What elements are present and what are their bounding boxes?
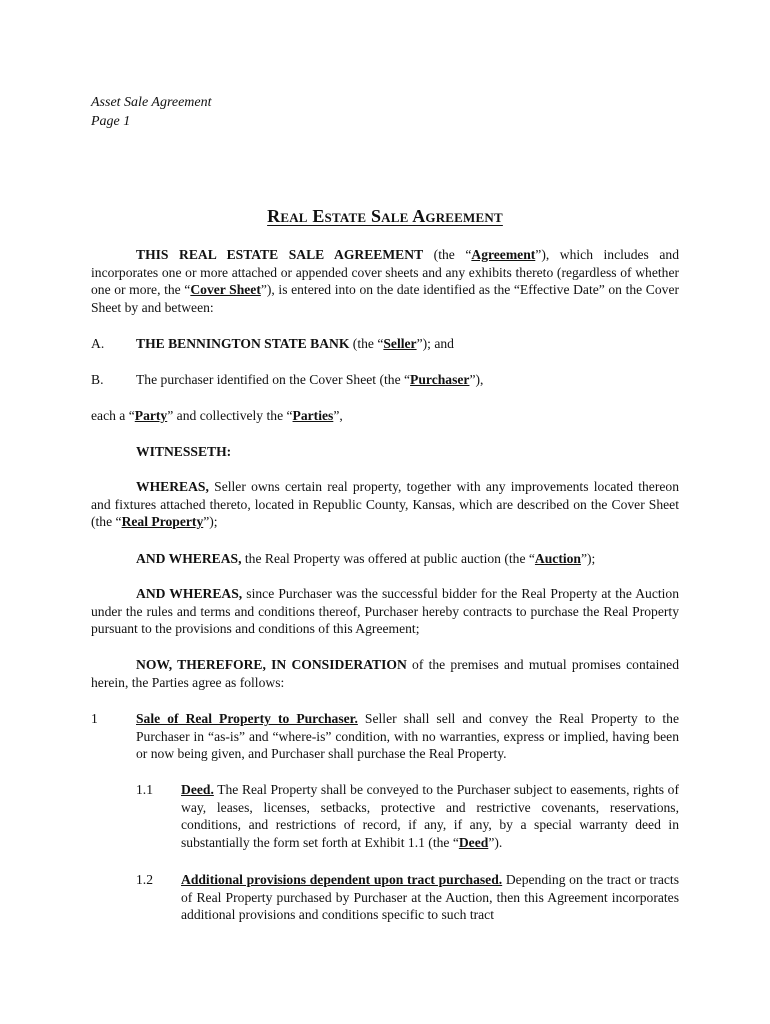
each-text: ” and collectively the “ xyxy=(167,408,293,423)
intro-text: ”), is entered into on the date identified as the “Effective Date” on the Cover Sheet by and between: xyxy=(91,282,679,315)
section-1-number: 1 xyxy=(91,711,98,726)
term-real-property: Real Property xyxy=(121,514,204,530)
document-title: Real Estate Sale Agreement xyxy=(267,206,503,226)
section-1-2-number: 1.2 xyxy=(136,872,153,887)
witnesseth-heading: WITNESSETH: xyxy=(136,444,232,459)
party-b-label: B. xyxy=(91,372,104,387)
each-text: each a “ xyxy=(91,408,135,423)
page-header xyxy=(91,93,212,131)
whereas-1-text: ”); xyxy=(203,514,218,530)
section-1-paragraph xyxy=(136,710,679,763)
each-party-paragraph xyxy=(91,407,679,425)
now-therefore-paragraph xyxy=(91,656,679,691)
intro-text: ”), which includes and incorporates one or more attached or appended cover sheets and any exhibits thereto (regardless of whether one or more, the “ xyxy=(91,247,679,298)
section-1-2-paragraph xyxy=(181,871,679,924)
whereas-2-paragraph xyxy=(91,550,679,568)
section-1-2-heading: Additional provisions dependent upon tract purchased. xyxy=(181,872,503,887)
term-cover-sheet: Cover Sheet xyxy=(190,282,261,298)
whereas-3-paragraph xyxy=(91,585,679,638)
party-b-paragraph xyxy=(136,371,679,389)
each-text: ”, xyxy=(333,408,343,423)
term-parties: Parties xyxy=(292,408,334,423)
term-agreement: Agreement xyxy=(471,247,536,262)
party-b-text: ”), xyxy=(469,372,484,387)
section-1-1-text: ”). xyxy=(488,834,503,850)
term-auction: Auction xyxy=(534,551,581,566)
header-doc-name: Asset Sale Agreement xyxy=(91,95,212,110)
whereas-3-lead: AND WHEREAS, xyxy=(136,586,243,601)
party-a-text: (the “ xyxy=(349,336,384,351)
section-1-heading: Sale of Real Property to Purchaser. xyxy=(136,711,358,726)
party-a-text: ”); and xyxy=(416,336,454,351)
intro-lead: THIS REAL ESTATE SALE AGREEMENT xyxy=(136,247,424,262)
whereas-1-text: Seller owns certain real property, together with any improvements located thereon and fixtures attached thereto, located in Republic County, Kansas, which are described on the Cover Sheet (the “ xyxy=(91,479,679,530)
party-a-paragraph xyxy=(136,335,679,353)
party-a-label: A. xyxy=(91,336,105,351)
section-1-2-text: Depending on the tract or tracts of Real Property purchased by Purchaser at the Auction, then this Agreement incorporates additional provisions and conditions specific to such tract xyxy=(181,872,679,923)
whereas-1-lead: WHEREAS, xyxy=(136,479,209,494)
section-1-1-text: The Real Property shall be conveyed to the Purchaser subject to easements, rights of way, leases, licenses, setbacks, protective and restrictive covenants, reservations, conditions, and restrictions of record, if any, if any, by a special warranty deed in substantially the form set forth at Exhibit 1.1 (the “ xyxy=(181,782,679,850)
party-b-text: The purchaser identified on the Cover Sheet (the “ xyxy=(136,372,411,387)
seller-name: THE BENNINGTON STATE BANK xyxy=(136,336,350,351)
whereas-3-text: since Purchaser was the successful bidder for the Real Property at the Auction under the rules and terms and conditions thereof, Purchaser hereby contracts to purchase the Real Property pursuant to the provisions and conditions of this Agreement; xyxy=(91,586,679,637)
whereas-1-paragraph xyxy=(91,478,679,531)
whereas-2-text: the Real Property was offered at public auction (the “ xyxy=(241,551,535,566)
term-deed: Deed xyxy=(458,834,489,850)
section-1-1-paragraph xyxy=(181,781,679,851)
term-party: Party xyxy=(134,408,168,423)
intro-text: (the “ xyxy=(423,247,472,262)
header-page-number: Page 1 xyxy=(91,114,131,129)
now-therefore-lead: NOW, THEREFORE, IN CONSIDERATION xyxy=(136,657,407,672)
whereas-2-lead: AND WHEREAS, xyxy=(136,551,242,566)
term-seller: Seller xyxy=(383,336,417,351)
section-1-1-number: 1.1 xyxy=(136,782,153,797)
term-purchaser: Purchaser xyxy=(410,372,470,387)
now-therefore-text: of the premises and mutual promises contained herein, the Parties agree as follows: xyxy=(91,657,679,690)
whereas-2-text: ”); xyxy=(581,551,596,566)
section-1-1-heading: Deed. xyxy=(181,782,214,797)
intro-paragraph xyxy=(91,246,679,316)
section-1-text: Seller shall sell and convey the Real Property to the Purchaser in “as-is” and “where-is” condition, with no warranties, express or implied, having been or now being given, and Purchaser shall purchase the Real Property. xyxy=(136,711,680,762)
